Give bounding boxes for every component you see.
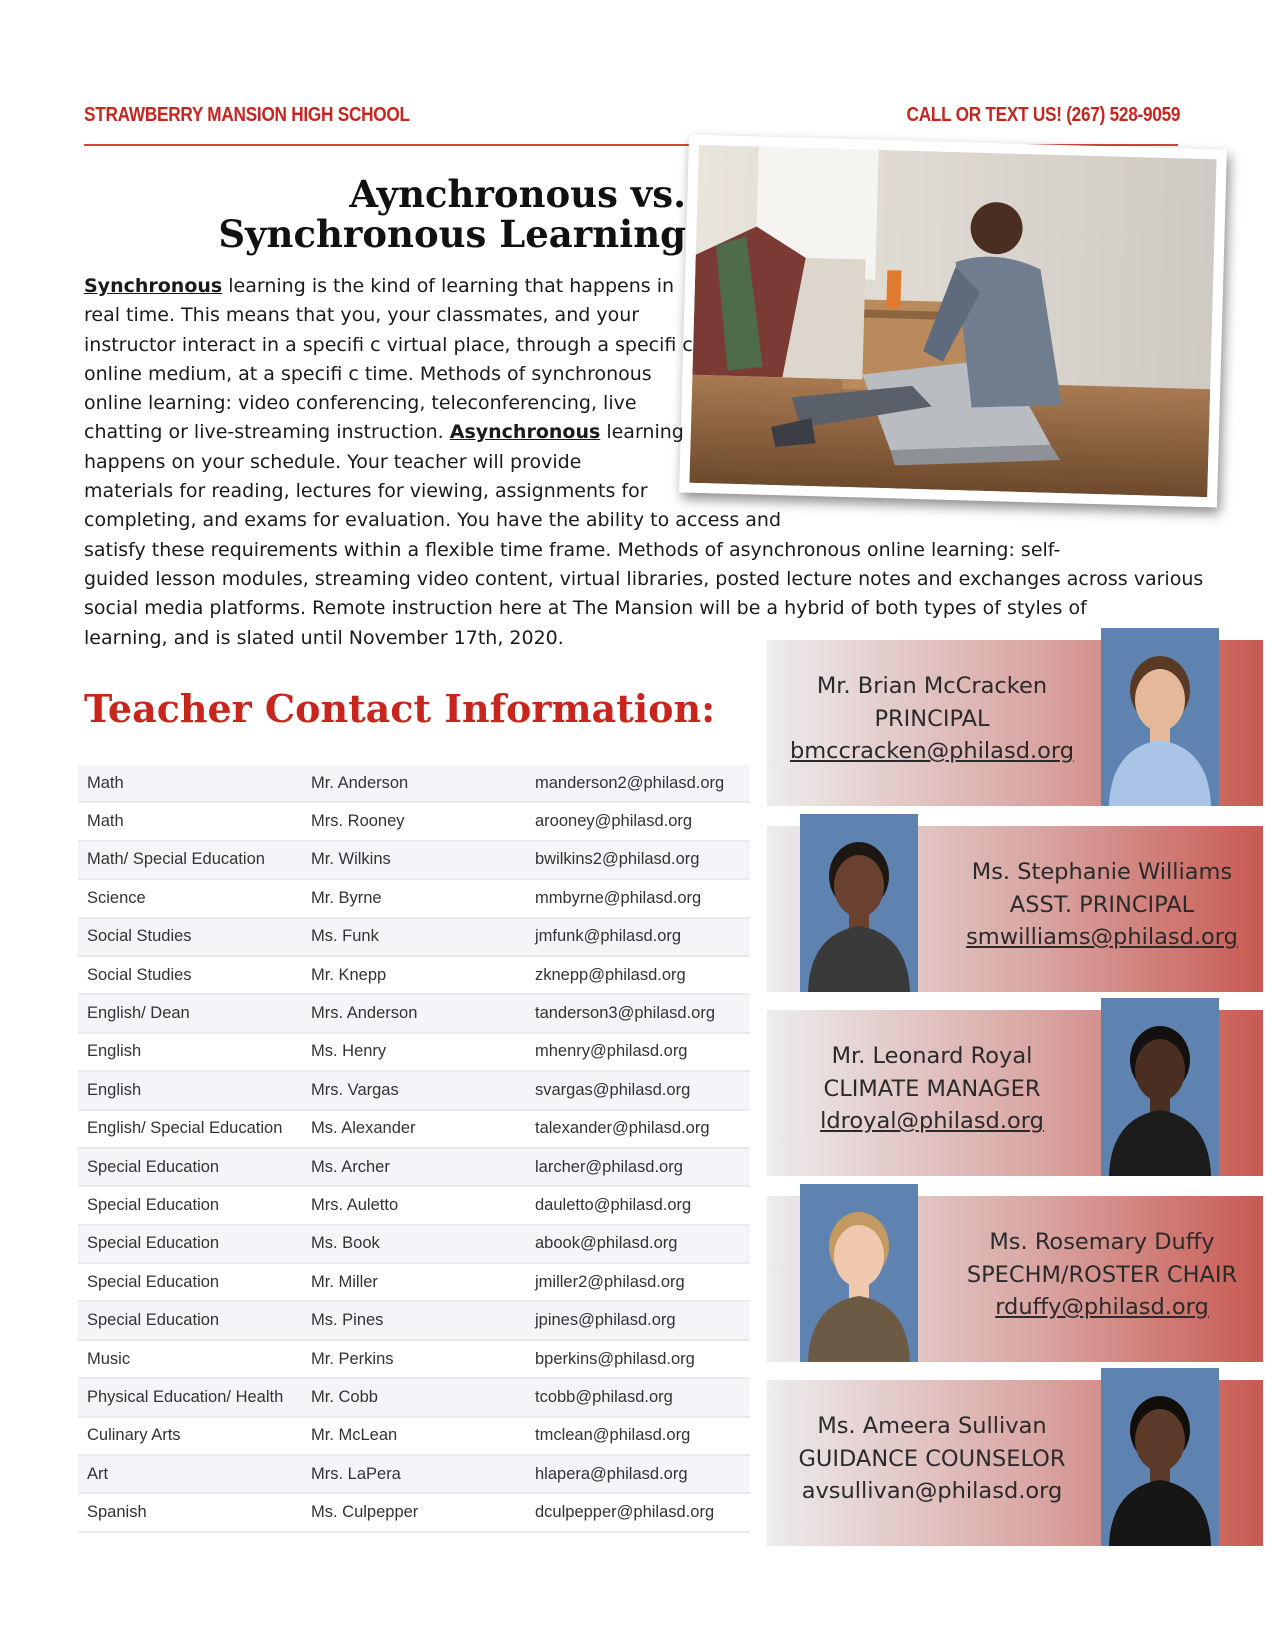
table-row (78, 1187, 750, 1225)
article-title (84, 174, 686, 254)
subject-cell: Special Education (87, 1234, 220, 1253)
staff-role: SPECHM/ROSTER CHAIR (966, 1261, 1238, 1288)
email-cell[interactable]: mmbyrne@philasd.org (535, 888, 702, 907)
subject-cell: Special Education (87, 1311, 220, 1330)
subject-cell: Physical Education/ Health (87, 1387, 284, 1406)
title-line-2: Synchronous Learning (218, 212, 686, 256)
teacher-name-cell: Mr. Miller (311, 1272, 378, 1291)
staff-role: PRINCIPAL (874, 705, 990, 732)
staff-info (957, 1226, 1247, 1324)
subject-cell: Math (87, 812, 124, 831)
staff-info (957, 856, 1247, 954)
table-row (78, 880, 750, 918)
teacher-name-cell: Ms. Pines (311, 1311, 384, 1330)
email-cell[interactable]: tanderson3@philasd.org (535, 1004, 716, 1023)
staff-email-link[interactable]: rduffy@philasd.org (995, 1294, 1209, 1320)
teacher-name-cell: Mrs. Rooney (311, 812, 405, 831)
body-line: real time. This means that you, your classmates, and your (84, 304, 640, 327)
teacher-name-cell: Mrs. Vargas (311, 1080, 399, 1099)
staff-name: Ms. Rosemary Duffy (989, 1229, 1215, 1255)
staff-role: ASST. PRINCIPAL (1009, 891, 1195, 918)
email-cell[interactable]: tcobb@philasd.org (535, 1387, 673, 1406)
body-line: completing, and exams for evaluation. You have the ability to access and (84, 509, 782, 532)
staff-card (767, 640, 1263, 806)
staff-email-link[interactable]: avsullivan@philasd.org (801, 1478, 1063, 1504)
table-row (78, 919, 750, 957)
staff-name: Ms. Ameera Sullivan (817, 1413, 1047, 1439)
email-cell[interactable]: jmfunk@philasd.org (535, 927, 682, 946)
body-line: online learning: video conferencing, teleconferencing, live (84, 392, 637, 415)
staff-name: Ms. Stephanie Williams (971, 859, 1233, 885)
email-cell[interactable]: zknepp@philasd.org (535, 965, 686, 984)
teacher-name-cell: Mr. Anderson (311, 773, 409, 792)
teacher-name-cell: Mrs. LaPera (311, 1464, 401, 1483)
email-cell[interactable]: jpines@philasd.org (535, 1311, 676, 1330)
email-cell[interactable]: tmclean@philasd.org (535, 1426, 691, 1445)
table-row (78, 1341, 750, 1379)
synchronous-term: Synchronous (84, 275, 223, 297)
email-cell[interactable]: hlapera@philasd.org (535, 1464, 688, 1483)
table-row (78, 1302, 750, 1340)
phone-contact[interactable]: CALL OR TEXT US! (267) 528-9059 (906, 104, 1180, 126)
staff-name: Mr. Brian McCracken (816, 673, 1048, 699)
table-row (78, 765, 750, 803)
email-cell[interactable]: arooney@philasd.org (535, 812, 693, 831)
staff-portrait (1101, 998, 1219, 1176)
body-line: learning, and is slated until November 17th, 2020. (84, 626, 564, 649)
teacher-name-cell: Mr. Knepp (311, 965, 387, 984)
teacher-name-cell: Ms. Alexander (311, 1119, 416, 1138)
staff-card (767, 1380, 1263, 1546)
email-cell[interactable]: talexander@philasd.org (535, 1119, 710, 1138)
teacher-name-cell: Mr. McLean (311, 1426, 398, 1445)
teacher-contact-table (78, 765, 750, 1533)
table-row (78, 842, 750, 880)
contact-heading: Teacher Contact Information: (84, 686, 716, 731)
subject-cell: English/ Special Education (87, 1119, 283, 1138)
table-row (78, 1494, 750, 1532)
teacher-name-cell: Mr. Perkins (311, 1349, 394, 1368)
table-row (78, 1379, 750, 1417)
email-cell[interactable]: manderson2@philasd.org (535, 773, 725, 792)
subject-cell: Math/ Special Education (87, 850, 265, 869)
table-row (78, 1034, 750, 1072)
table-row (78, 803, 750, 841)
subject-cell: English (87, 1080, 142, 1099)
body-line-6: chatting or live-streaming instruction. Asynchronous learning (84, 421, 684, 444)
teacher-name-cell: Ms. Book (311, 1234, 380, 1253)
subject-cell: Social Studies (87, 965, 192, 984)
teacher-name-cell: Ms. Archer (311, 1157, 390, 1176)
teacher-name-cell: Mr. Wilkins (311, 850, 391, 869)
table-row (78, 957, 750, 995)
staff-portrait (800, 814, 918, 992)
staff-email-link[interactable]: ldroyal@philasd.org (820, 1108, 1044, 1134)
table-row (78, 1264, 750, 1302)
article-body (84, 272, 1204, 653)
table-row (78, 1418, 750, 1456)
teacher-name-cell: Mrs. Auletto (311, 1195, 399, 1214)
subject-cell: English/ Dean (87, 1004, 190, 1023)
subject-cell: Special Education (87, 1157, 220, 1176)
staff-portrait (800, 1184, 918, 1362)
staff-card (767, 1010, 1263, 1176)
staff-card (767, 826, 1263, 992)
table-row (78, 1226, 750, 1264)
staff-role: CLIMATE MANAGER (823, 1075, 1041, 1102)
email-cell[interactable]: larcher@philasd.org (535, 1157, 683, 1176)
title-line-1: Aynchronous vs. (349, 172, 686, 216)
staff-portrait (1101, 628, 1219, 806)
staff-card (767, 1196, 1263, 1362)
email-cell[interactable]: mhenry@philasd.org (535, 1042, 688, 1061)
subject-cell: Math (87, 773, 124, 792)
email-cell[interactable]: dauletto@philasd.org (535, 1195, 692, 1214)
table-row (78, 995, 750, 1033)
body-line: happens on your schedule. Your teacher will provide (84, 450, 582, 473)
teacher-name-cell: Ms. Culpepper (311, 1503, 419, 1522)
staff-role: GUIDANCE COUNSELOR (798, 1445, 1066, 1472)
body-line: satisfy these requirements within a flexible time frame. Methods of asynchronous online learning: self- (84, 538, 1061, 561)
table-row (78, 1111, 750, 1149)
subject-cell: Art (87, 1464, 109, 1483)
body-line: materials for reading, lectures for viewing, assignments for (84, 480, 648, 503)
email-cell[interactable]: bwilkins2@philasd.org (535, 850, 700, 869)
staff-info (767, 670, 1097, 768)
email-cell[interactable]: bperkins@philasd.org (535, 1349, 695, 1368)
subject-cell: Special Education (87, 1272, 220, 1291)
teacher-name-cell: Mrs. Anderson (311, 1004, 418, 1023)
subject-cell: English (87, 1042, 142, 1061)
staff-email-link[interactable]: bmccracken@philasd.org (789, 738, 1075, 764)
staff-email-link[interactable]: smwilliams@philasd.org (966, 924, 1238, 950)
staff-info (767, 1410, 1097, 1508)
teacher-name-cell: Mr. Byrne (311, 888, 382, 907)
subject-cell: Music (87, 1349, 131, 1368)
subject-cell: Spanish (87, 1503, 147, 1522)
subject-cell: Social Studies (87, 927, 192, 946)
teacher-name-cell: Ms. Henry (311, 1042, 387, 1061)
email-cell[interactable]: svargas@philasd.org (535, 1080, 691, 1099)
subject-cell: Science (87, 888, 146, 907)
teacher-name-cell: Mr. Cobb (311, 1387, 378, 1406)
email-cell[interactable]: jmiller2@philasd.org (535, 1272, 685, 1291)
staff-portrait (1101, 1368, 1219, 1546)
email-cell[interactable]: dculpepper@philasd.org (535, 1503, 715, 1522)
body-line: instructor interact in a specifi c virtual place, through a specifi c (84, 333, 693, 356)
school-name: STRAWBERRY MANSION HIGH SCHOOL (84, 104, 410, 126)
asynchronous-term: Asynchronous (449, 421, 601, 444)
table-row (78, 1072, 750, 1110)
staff-name: Mr. Leonard Royal (831, 1043, 1033, 1069)
body-line: guided lesson modules, streaming video content, virtual libraries, posted lecture notes and exchanges across various (84, 567, 1204, 590)
body-line: social media platforms. Remote instruction here at The Mansion will be a hybrid of both types of styles of (84, 597, 1087, 620)
teacher-name-cell: Ms. Funk (311, 927, 379, 946)
staff-info (767, 1040, 1097, 1138)
subject-cell: Culinary Arts (87, 1426, 181, 1445)
table-row (78, 1456, 750, 1494)
body-line: online medium, at a specifi c time. Methods of synchronous (84, 362, 652, 385)
email-cell[interactable]: abook@philasd.org (535, 1234, 678, 1253)
table-row (78, 1149, 750, 1187)
body-line-1: Synchronous learning is the kind of learning that happens in (84, 275, 675, 297)
subject-cell: Special Education (87, 1195, 220, 1214)
